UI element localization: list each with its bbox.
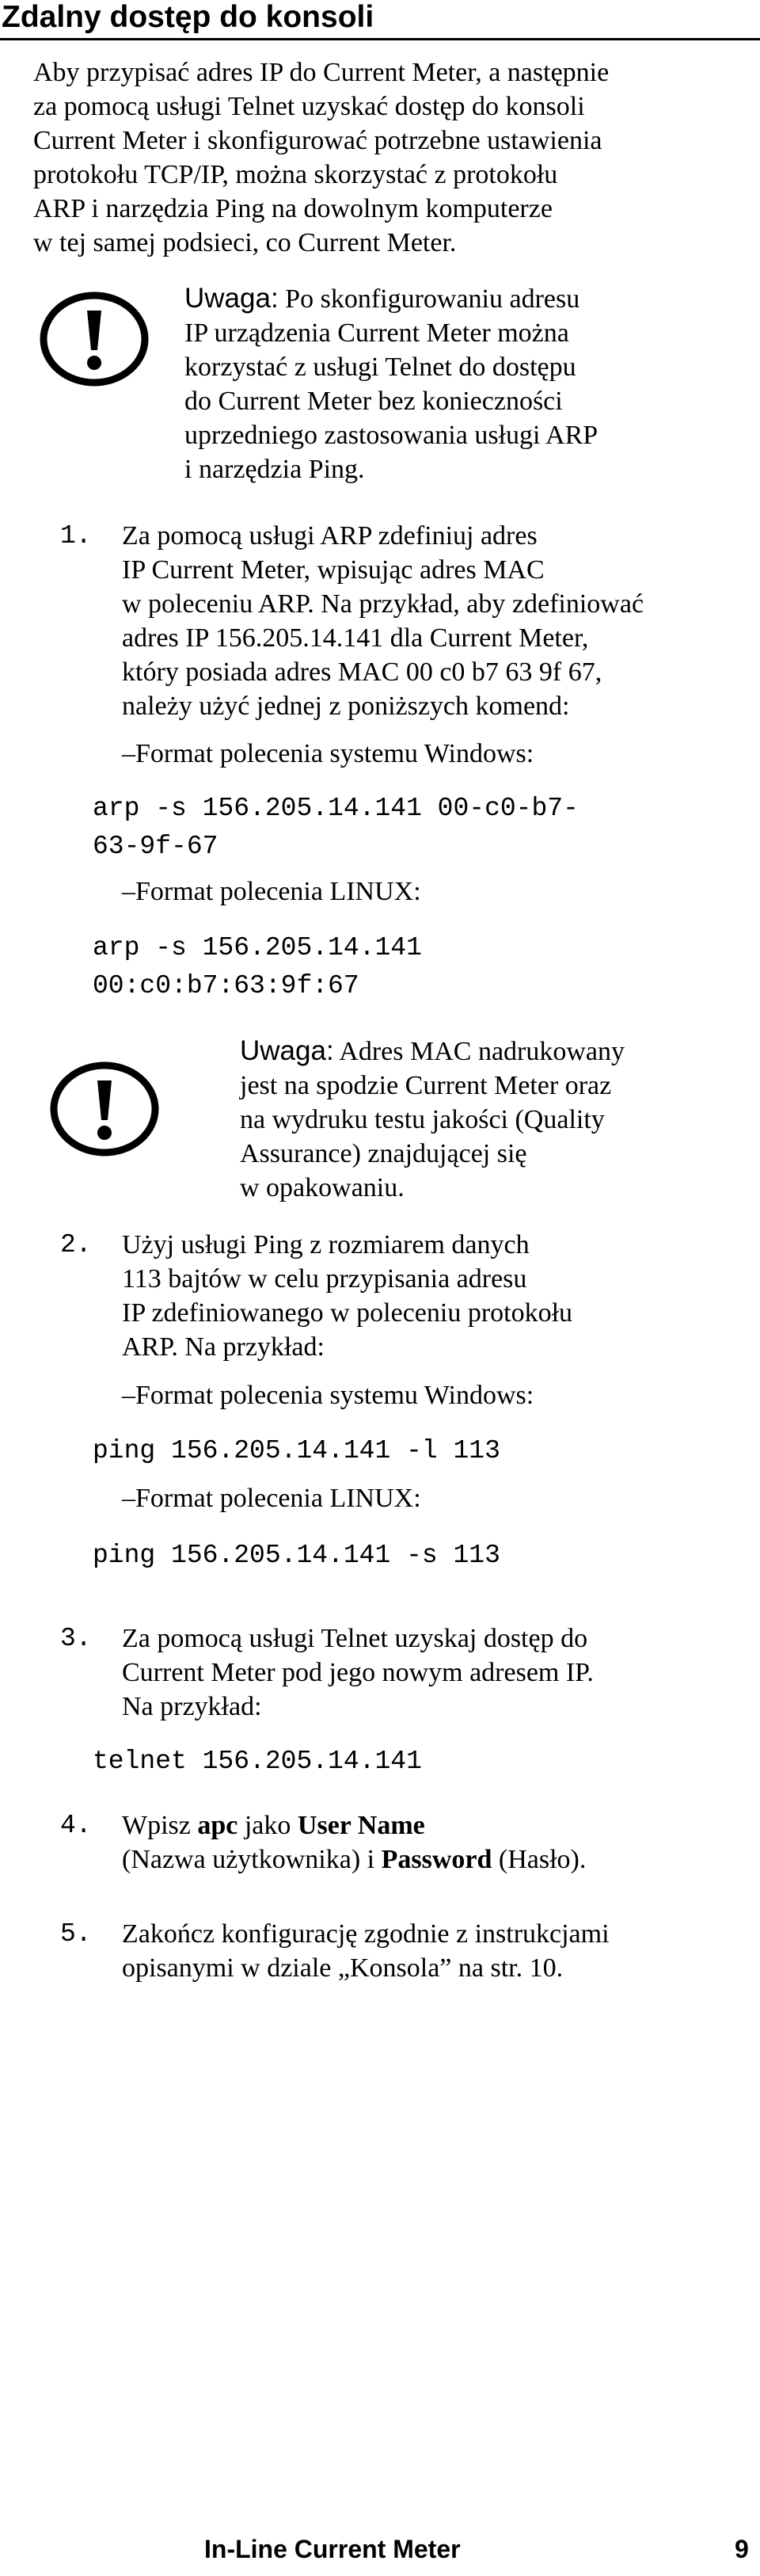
step-line: należy użyć jednej z poniższych komend: [122, 692, 570, 721]
step-3-text [122, 1621, 594, 1724]
title-divider [0, 38, 760, 40]
step-line: ARP. Na przykład: [122, 1332, 325, 1362]
arp-windows-command [93, 790, 579, 866]
step-line: Użyj usługi Ping z rozmiarem danych [122, 1230, 530, 1259]
intro-line: ARP i narzędzia Ping na dowolnym komputerze [33, 194, 553, 223]
note-line: na wydruku testu jakości (Quality [240, 1105, 605, 1134]
step-line: Current Meter pod jego nowym adresem IP. [122, 1658, 594, 1687]
intro-line: Current Meter i skonfigurować potrzebne ustawienia [33, 126, 602, 155]
note-text: Adres MAC nadrukowany [333, 1037, 625, 1066]
step-4-text [122, 1808, 586, 1877]
page-title: Zdalny dostęp do konsoli [2, 0, 374, 34]
linux-format-label: –Format polecenia LINUX: [122, 877, 421, 906]
code-line: 00:c0:b7:63:9f:67 [93, 971, 359, 1000]
step-1-text [122, 519, 644, 723]
step-text: jako [238, 1811, 298, 1840]
windows-format-label: –Format polecenia systemu Windows: [122, 739, 534, 768]
note-line: jest na spodzie Current Meter oraz [240, 1071, 612, 1100]
intro-line: w tej samej podsieci, co Current Meter. [33, 228, 457, 257]
step-line: który posiada adres MAC 00 c0 b7 63 9f 67, [122, 657, 602, 687]
note-2 [240, 1034, 625, 1205]
warning-icon [40, 292, 149, 387]
ping-windows-command: ping 156.205.14.141 -l 113 [93, 1436, 500, 1465]
ping-linux-command: ping 156.205.14.141 -s 113 [93, 1541, 500, 1570]
step-line: Zakończ konfigurację zgodnie z instrukcjami [122, 1919, 610, 1949]
username-label: User Name [297, 1811, 425, 1840]
step-number: 3. [60, 1624, 92, 1653]
intro-paragraph [33, 55, 609, 260]
note-line: Assurance) znajdującej się [240, 1139, 527, 1168]
note-text: Po skonfigurowaniu adresu [278, 284, 580, 314]
note-line: i narzędzia Ping. [184, 455, 365, 484]
step-line: opisanymi w dziale „Konsola” na str. 10. [122, 1953, 564, 1983]
linux-format-label: –Format polecenia LINUX: [122, 1484, 421, 1513]
note-line: do Current Meter bez konieczności [184, 387, 563, 416]
step-2-text [122, 1228, 572, 1364]
windows-format-label: –Format polecenia systemu Windows: [122, 1381, 534, 1410]
note-line: uprzedniego zastosowania usługi ARP [184, 421, 598, 450]
code-line: 63-9f-67 [93, 832, 218, 861]
step-number: 2. [60, 1230, 92, 1259]
arp-linux-command [93, 929, 422, 1005]
step-line: Na przykład: [122, 1692, 262, 1721]
code-line: arp -s 156.205.14.141 00-c0-b7- [93, 794, 579, 823]
step-number: 4. [60, 1811, 92, 1840]
step-line: Za pomocą usługi ARP zdefiniuj adres [122, 521, 538, 551]
step-number: 1. [60, 521, 92, 551]
step-line: IP zdefiniowanego w poleceniu protokołu [122, 1298, 573, 1328]
note-1 [184, 281, 598, 486]
step-line: IP Current Meter, wpisując adres MAC [122, 555, 545, 585]
note-line: w opakowaniu. [240, 1173, 405, 1202]
intro-line: protokołu TCP/IP, można skorzystać z protokołu [33, 160, 558, 189]
footer-product-name: In-Line Current Meter [204, 2535, 461, 2563]
step-text: (Hasło). [492, 1845, 587, 1874]
note-label: Uwaga: [184, 283, 279, 314]
note-label: Uwaga: [240, 1035, 334, 1066]
step-5-text [122, 1917, 610, 1985]
note-line: korzystać z usługi Telnet do dostępu [184, 352, 576, 382]
password-label: Password [381, 1845, 492, 1874]
code-line: arp -s 156.205.14.141 [93, 933, 422, 962]
step-text: (Nazwa użytkownika) i [122, 1845, 382, 1874]
warning-icon [50, 1061, 159, 1157]
step-line: adres IP 156.205.14.141 dla Current Meter, [122, 623, 589, 653]
note-line: IP urządzenia Current Meter można [184, 318, 569, 348]
step-number: 5. [60, 1919, 92, 1949]
telnet-command: telnet 156.205.14.141 [93, 1747, 422, 1776]
page-number: 9 [735, 2535, 749, 2563]
username-value: apc [197, 1811, 238, 1840]
step-line: w poleceniu ARP. Na przykład, aby zdefiniować [122, 589, 644, 619]
step-line: Za pomocą usługi Telnet uzyskaj dostęp do [122, 1624, 588, 1653]
intro-line: Aby przypisać adres IP do Current Meter, a następnie [33, 58, 610, 87]
intro-line: za pomocą usługi Telnet uzyskać dostęp do konsoli [33, 92, 585, 121]
step-text: Wpisz [122, 1811, 198, 1840]
step-line: 113 bajtów w celu przypisania adresu [122, 1264, 527, 1294]
